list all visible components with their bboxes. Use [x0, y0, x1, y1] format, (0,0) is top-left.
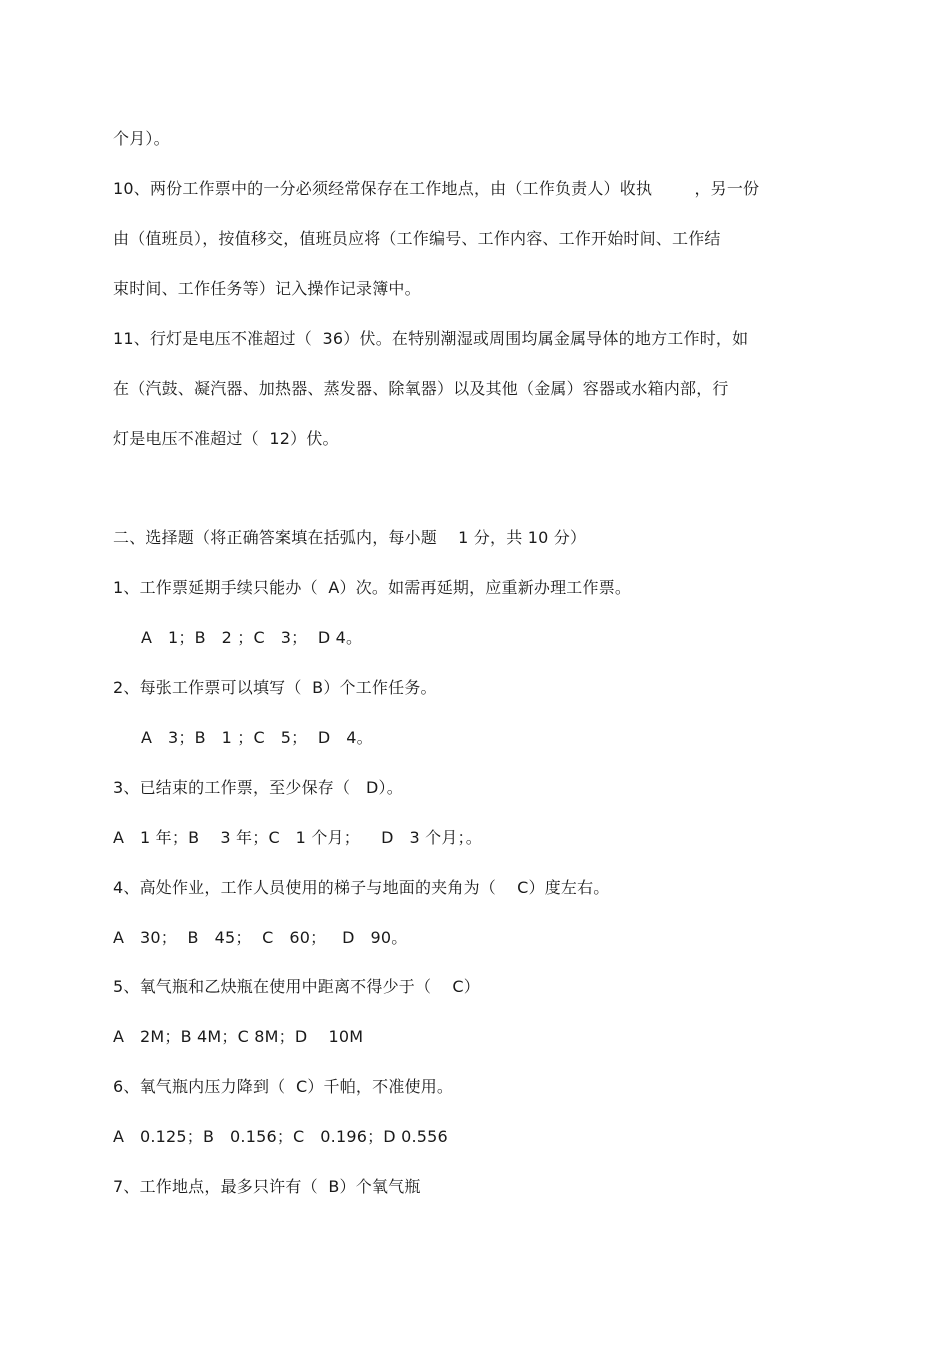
section-heading: 二、选择题（将正确答案填在括弧内，每小题 1 分，共 10 分）	[113, 528, 587, 547]
text-line: 11、行灯是电压不准超过（ 36）伏。在特别潮湿或周围均属金属导体的地方工作时，如	[113, 329, 749, 348]
text-line: 灯是电压不准超过（ 12）伏。	[113, 429, 339, 448]
options: A 3；B 1 ；C 5； D 4。	[141, 728, 373, 747]
text-line: 由（值班员），按值移交，值班员应将（工作编号、工作内容、工作开始时间、工作结	[113, 229, 721, 248]
question: 5、氧气瓶和乙炔瓶在使用中距离不得少于（ C）	[113, 977, 480, 996]
text-line: 在（汽鼓、凝汽器、加热器、蒸发器、除氧器）以及其他（金属）容器或水箱内部，行	[113, 379, 729, 398]
question: 7、工作地点，最多只许有（ B）个氧气瓶	[113, 1177, 421, 1196]
question: 2、每张工作票可以填写（ B）个工作任务。	[113, 678, 437, 697]
options: A 30； B 45； C 60； D 90。	[113, 928, 408, 947]
question: 4、高处作业，工作人员使用的梯子与地面的夹角为（ C）度左右。	[113, 878, 610, 897]
options: A 2M；B 4M；C 8M；D 10M	[113, 1027, 364, 1046]
question: 1、工作票延期手续只能办（ A）次。如需再延期，应重新办理工作票。	[113, 578, 632, 597]
question: 6、氧气瓶内压力降到（ C）千帕，不准使用。	[113, 1077, 454, 1096]
text-line: 个月）。	[113, 129, 170, 148]
options: A 0.125；B 0.156；C 0.196；D 0.556	[113, 1127, 448, 1146]
options: A 1；B 2 ；C 3； D 4。	[141, 628, 363, 647]
question: 3、已结束的工作票，至少保存（ D）。	[113, 778, 403, 797]
text-line: 10、两份工作票中的一分必须经常保存在工作地点，由（工作负责人）收执 ，另一份	[113, 179, 760, 198]
options: A 1 年；B 3 年；C 1 个月； D 3 个月；。	[113, 828, 482, 847]
text-line: 束时间、工作任务等）记入操作记录簿中。	[113, 279, 421, 298]
